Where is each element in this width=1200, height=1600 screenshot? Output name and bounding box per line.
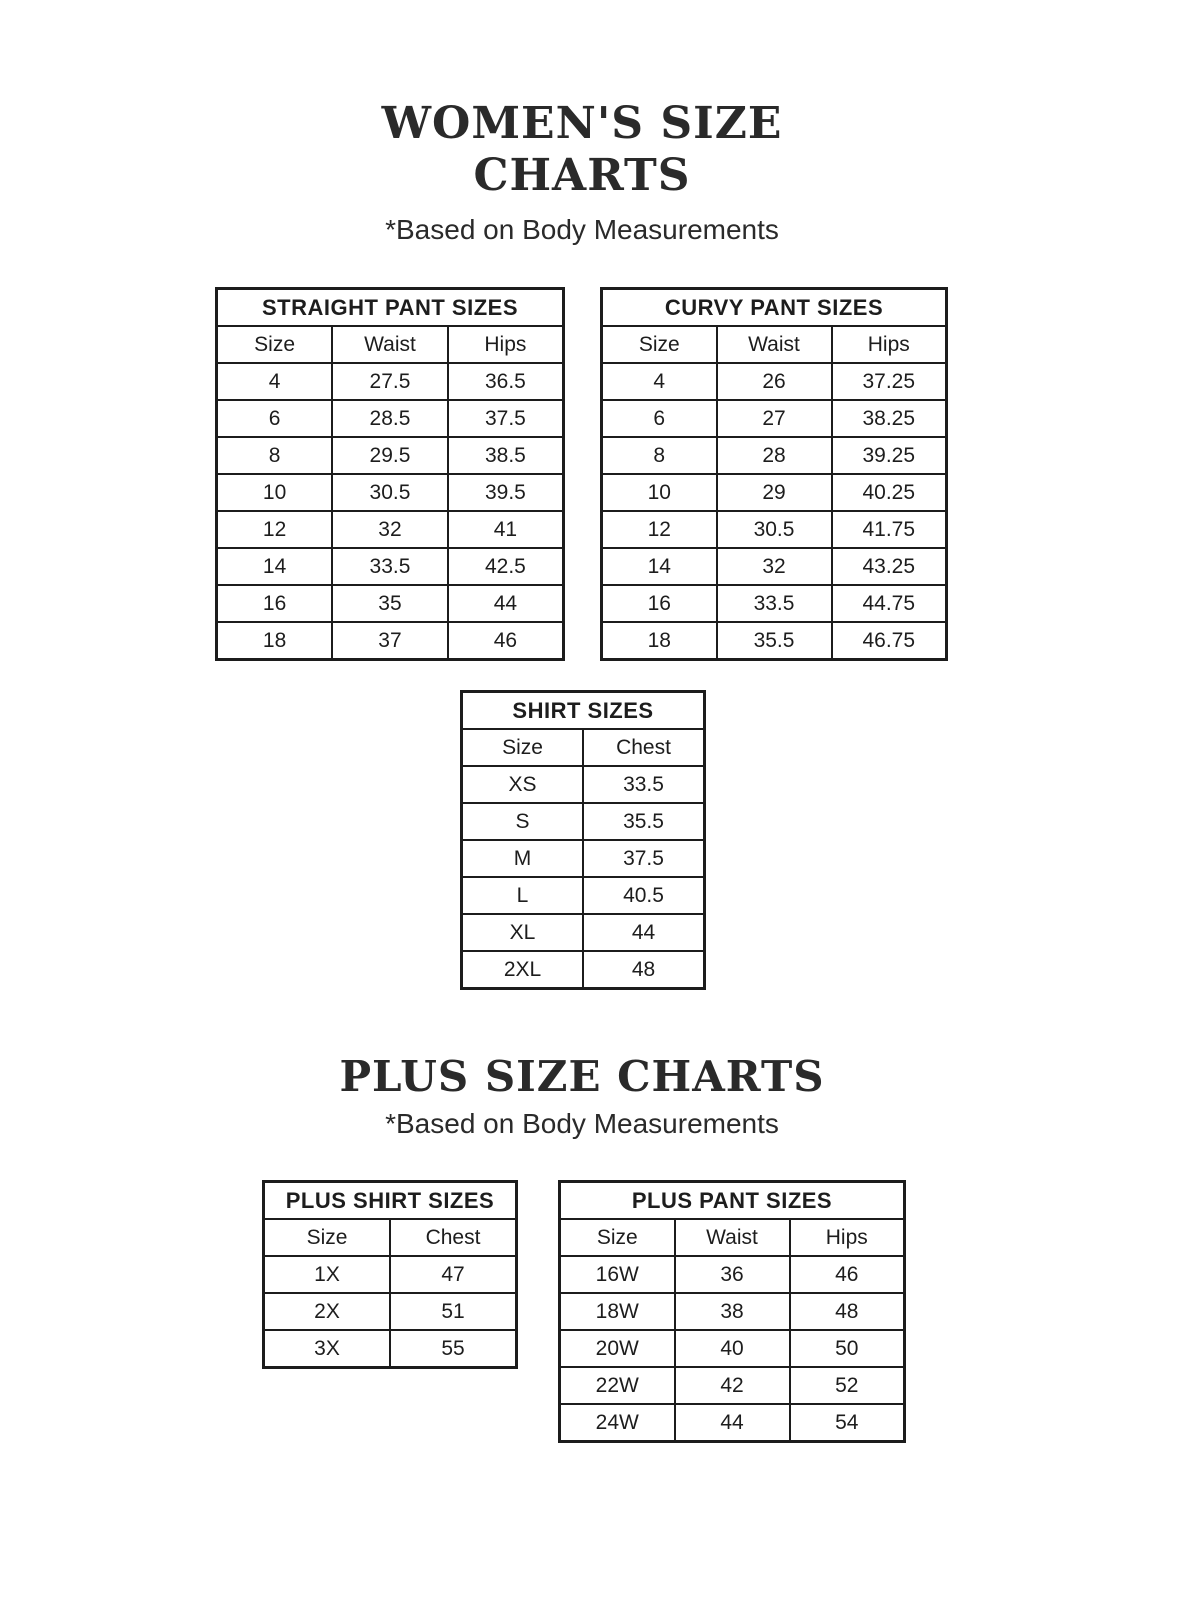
table-header-row	[217, 326, 564, 363]
column-header: Waist	[332, 326, 448, 363]
table-row	[217, 622, 564, 660]
table-row	[602, 622, 947, 660]
table-cell: 12	[602, 511, 717, 548]
table-header-row	[602, 326, 947, 363]
table-title: SHIRT SIZES	[462, 692, 705, 730]
table-cell: 10	[602, 474, 717, 511]
table-cell: 1X	[264, 1256, 391, 1293]
table-row	[462, 840, 705, 877]
column-header: Hips	[790, 1219, 905, 1256]
table-cell: 6	[217, 400, 333, 437]
table-cell: 26	[717, 363, 832, 400]
table-cell: 3X	[264, 1330, 391, 1368]
table-header-row	[462, 729, 705, 766]
table-row	[560, 1330, 905, 1367]
table-cell: 4	[602, 363, 717, 400]
curvy-pant-sizes-section	[600, 287, 948, 661]
table-cell: 48	[583, 951, 705, 989]
table-cell: 16	[217, 585, 333, 622]
plus-pant-sizes-section	[558, 1180, 906, 1443]
table-cell: 43.25	[832, 548, 947, 585]
table-cell: 40.25	[832, 474, 947, 511]
plus-section-title: PLUS SIZE CHARTS	[339, 1052, 825, 1101]
table-row	[264, 1330, 517, 1368]
table-cell: 35.5	[717, 622, 832, 660]
table-cell: 48	[790, 1293, 905, 1330]
table-row	[602, 585, 947, 622]
table-cell: 16W	[560, 1256, 675, 1293]
table-row	[602, 474, 947, 511]
table-row	[217, 548, 564, 585]
table-cell: L	[462, 877, 584, 914]
plus-section-subtitle: *Based on Body Measurements	[385, 1108, 779, 1139]
table-row	[602, 363, 947, 400]
column-header: Hips	[832, 326, 947, 363]
column-header: Chest	[583, 729, 705, 766]
table-row	[560, 1404, 905, 1442]
table-row	[217, 474, 564, 511]
table-cell: 27	[717, 400, 832, 437]
table-cell: 38.5	[448, 437, 564, 474]
page-title	[0, 98, 1164, 202]
plus-shirt-sizes-table	[262, 1180, 518, 1369]
table-cell: 6	[602, 400, 717, 437]
table-cell: 51	[390, 1293, 517, 1330]
column-header: Size	[462, 729, 584, 766]
table-row	[264, 1256, 517, 1293]
table-cell: 35.5	[583, 803, 705, 840]
table-cell: 27.5	[332, 363, 448, 400]
page-title-line1: WOMEN'S SIZE	[381, 98, 783, 149]
table-cell: 33.5	[583, 766, 705, 803]
table-row	[462, 803, 705, 840]
page-subtitle: *Based on Body Measurements	[385, 214, 779, 245]
table-cell: 39.5	[448, 474, 564, 511]
table-cell: 28	[717, 437, 832, 474]
table-cell: 33.5	[717, 585, 832, 622]
table-cell: 37.5	[448, 400, 564, 437]
table-cell: 18W	[560, 1293, 675, 1330]
table-cell: 46	[790, 1256, 905, 1293]
table-cell: 37	[332, 622, 448, 660]
table-cell: 16	[602, 585, 717, 622]
curvy-pant-sizes-table	[600, 287, 948, 661]
table-row	[602, 511, 947, 548]
table-cell: 47	[390, 1256, 517, 1293]
table-row	[602, 400, 947, 437]
table-cell: 8	[217, 437, 333, 474]
plus-pant-sizes-table	[558, 1180, 906, 1443]
shirt-sizes-table	[460, 690, 706, 990]
table-cell: 14	[602, 548, 717, 585]
table-title: PLUS PANT SIZES	[560, 1182, 905, 1220]
plus-shirt-sizes-section	[262, 1180, 518, 1369]
table-cell: 18	[602, 622, 717, 660]
table-cell: 39.25	[832, 437, 947, 474]
table-row	[217, 437, 564, 474]
table-title: CURVY PANT SIZES	[602, 289, 947, 327]
table-cell: 28.5	[332, 400, 448, 437]
table-row	[602, 437, 947, 474]
table-cell: 41	[448, 511, 564, 548]
table-row	[462, 877, 705, 914]
table-cell: 14	[217, 548, 333, 585]
table-cell: 54	[790, 1404, 905, 1442]
table-row	[217, 585, 564, 622]
table-row	[217, 511, 564, 548]
table-cell: M	[462, 840, 584, 877]
column-header: Size	[217, 326, 333, 363]
table-cell: XS	[462, 766, 584, 803]
table-cell: 44.75	[832, 585, 947, 622]
table-cell: 55	[390, 1330, 517, 1368]
table-cell: 2XL	[462, 951, 584, 989]
table-cell: 52	[790, 1367, 905, 1404]
table-cell: 29.5	[332, 437, 448, 474]
table-cell: 32	[717, 548, 832, 585]
column-header: Size	[264, 1219, 391, 1256]
table-header-row	[264, 1219, 517, 1256]
table-row	[264, 1293, 517, 1330]
table-row	[462, 951, 705, 989]
table-cell: 30.5	[332, 474, 448, 511]
page-title-line2: CHARTS	[473, 149, 691, 201]
table-cell: 38.25	[832, 400, 947, 437]
table-cell: 40	[675, 1330, 790, 1367]
table-cell: 40.5	[583, 877, 705, 914]
straight-pant-sizes-section	[215, 287, 565, 661]
table-cell: 36.5	[448, 363, 564, 400]
table-cell: 24W	[560, 1404, 675, 1442]
table-cell: 10	[217, 474, 333, 511]
table-row	[560, 1293, 905, 1330]
table-cell: 35	[332, 585, 448, 622]
table-row	[560, 1367, 905, 1404]
table-cell: 44	[448, 585, 564, 622]
table-cell: 46.75	[832, 622, 947, 660]
table-row	[217, 363, 564, 400]
table-cell: 32	[332, 511, 448, 548]
column-header: Size	[602, 326, 717, 363]
table-cell: 4	[217, 363, 333, 400]
table-cell: 44	[675, 1404, 790, 1442]
table-row	[560, 1256, 905, 1293]
table-cell: 2X	[264, 1293, 391, 1330]
column-header: Size	[560, 1219, 675, 1256]
table-cell: 38	[675, 1293, 790, 1330]
table-row	[462, 914, 705, 951]
table-cell: S	[462, 803, 584, 840]
table-cell: 20W	[560, 1330, 675, 1367]
table-cell: 37.25	[832, 363, 947, 400]
table-cell: 36	[675, 1256, 790, 1293]
table-cell: 30.5	[717, 511, 832, 548]
column-header: Waist	[675, 1219, 790, 1256]
table-cell: 33.5	[332, 548, 448, 585]
table-cell: 29	[717, 474, 832, 511]
column-header: Waist	[717, 326, 832, 363]
table-row	[217, 400, 564, 437]
table-cell: 46	[448, 622, 564, 660]
table-cell: 42.5	[448, 548, 564, 585]
table-header-row	[560, 1219, 905, 1256]
table-row	[462, 766, 705, 803]
table-cell: 22W	[560, 1367, 675, 1404]
table-title: STRAIGHT PANT SIZES	[217, 289, 564, 327]
table-cell: 12	[217, 511, 333, 548]
column-header: Hips	[448, 326, 564, 363]
table-cell: XL	[462, 914, 584, 951]
table-cell: 18	[217, 622, 333, 660]
table-cell: 8	[602, 437, 717, 474]
table-cell: 42	[675, 1367, 790, 1404]
table-title: PLUS SHIRT SIZES	[264, 1182, 517, 1220]
straight-pant-sizes-table	[215, 287, 565, 661]
table-row	[602, 548, 947, 585]
column-header: Chest	[390, 1219, 517, 1256]
table-cell: 44	[583, 914, 705, 951]
table-cell: 50	[790, 1330, 905, 1367]
shirt-sizes-section	[460, 690, 706, 990]
table-cell: 37.5	[583, 840, 705, 877]
table-cell: 41.75	[832, 511, 947, 548]
